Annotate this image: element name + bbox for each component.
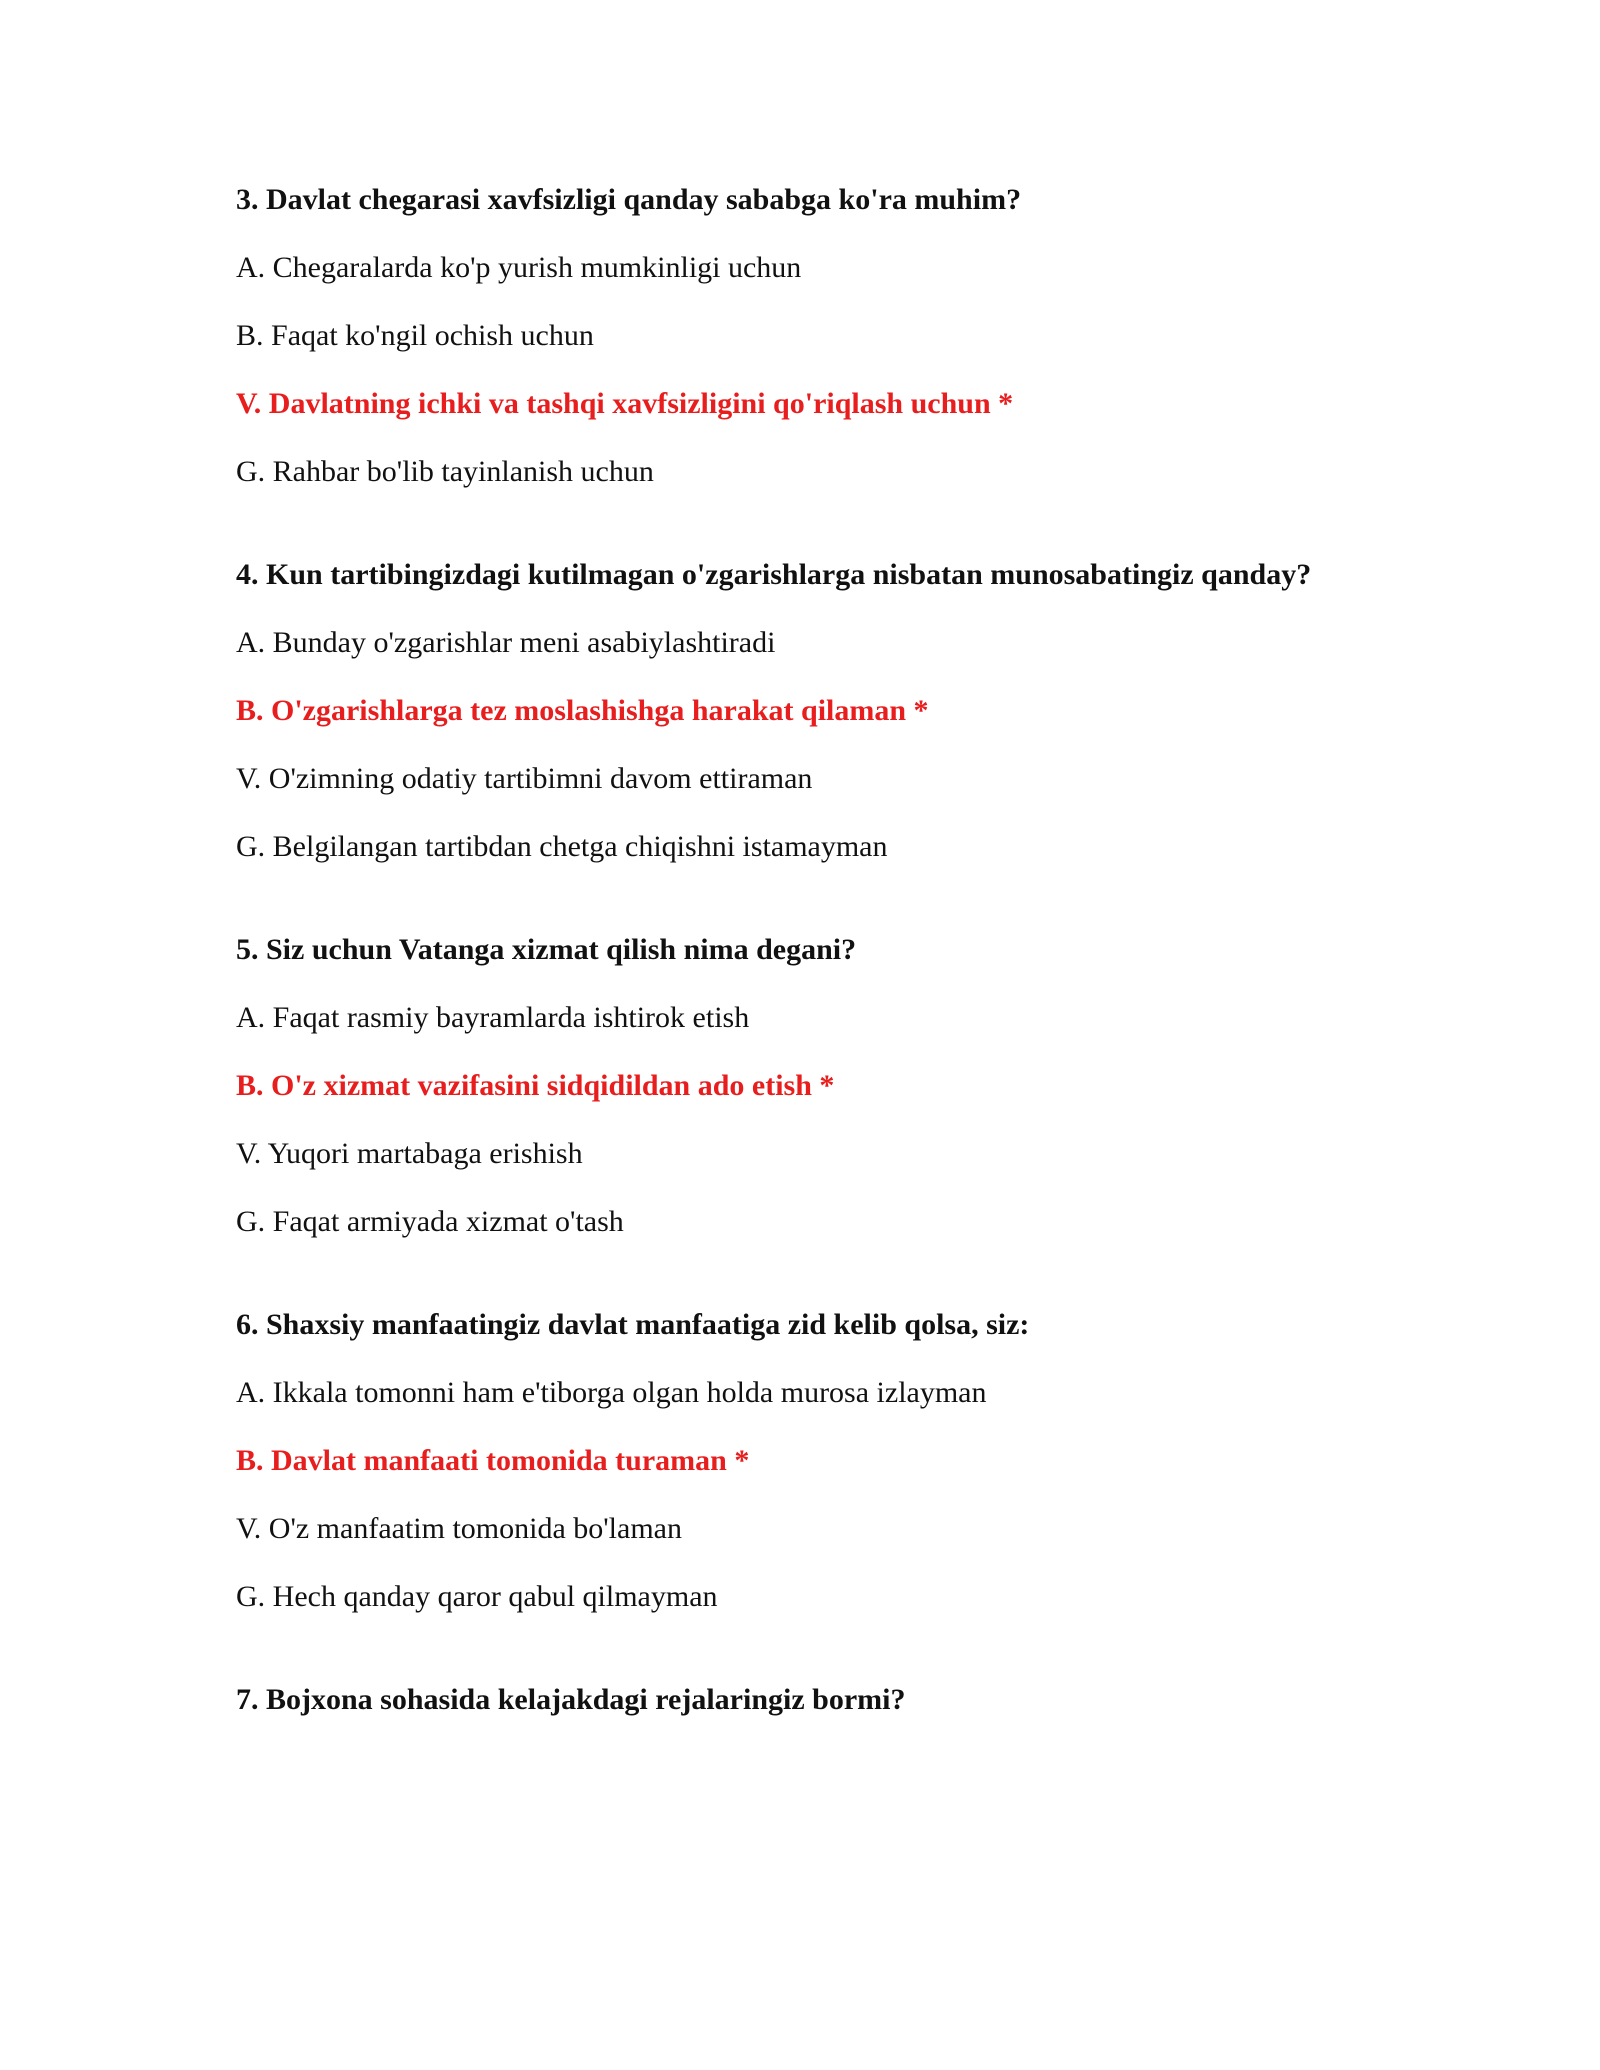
answer-option: G. Belgilangan tartibdan chetga chiqishni istamayman [236,830,888,863]
answer-option: A. Bunday o'zgarishlar meni asabiylashtiradi [236,626,776,659]
question-text: 6. Shaxsiy manfaatingiz davlat manfaatiga zid kelib qolsa, siz: [236,1308,1030,1341]
question-block [236,182,1416,490]
correct-answer-option: B. O'z xizmat vazifasini sidqidildan ado etish * [236,1069,835,1102]
answer-option: V. Yuqori martabaga erishish [236,1137,583,1170]
correct-answer-option: B. O'zgarishlarga tez moslashishga harakat qilaman * [236,694,929,727]
answer-option: G. Hech qanday qaror qabul qilmayman [236,1580,718,1613]
question-text: 7. Bojxona sohasida kelajakdagi rejalaringiz bormi? [236,1683,906,1716]
answer-option: A. Faqat rasmiy bayramlarda ishtirok etish [236,1001,750,1034]
question-text: 5. Siz uchun Vatanga xizmat qilish nima degani? [236,933,857,966]
answer-option: A. Chegaralarda ko'p yurish mumkinligi uchun [236,251,802,284]
correct-answer-option: V. Davlatning ichki va tashqi xavfsizligini qo'riqlash uchun * [236,387,1014,420]
question-block [236,557,1416,865]
answer-option: A. Ikkala tomonni ham e'tiborga olgan holda murosa izlayman [236,1376,987,1409]
question-text: 4. Kun tartibingizdagi kutilmagan o'zgarishlarga nisbatan munosabatingiz qanday? [236,558,1312,591]
question-block [236,1307,1416,1615]
question-block [236,1682,1416,1718]
answer-option: G. Faqat armiyada xizmat o'tash [236,1205,624,1238]
question-text: 3. Davlat chegarasi xavfsizligi qanday sababga ko'ra muhim? [236,183,1022,216]
question-block [236,932,1416,1240]
answer-option: V. O'zimning odatiy tartibimni davom ettiraman [236,762,813,795]
quiz-content [236,182,1416,1785]
correct-answer-option: B. Davlat manfaati tomonida turaman * [236,1444,750,1477]
answer-option: B. Faqat ko'ngil ochish uchun [236,319,594,352]
answer-option: V. O'z manfaatim tomonida bo'laman [236,1512,682,1545]
answer-option: G. Rahbar bo'lib tayinlanish uchun [236,455,654,488]
